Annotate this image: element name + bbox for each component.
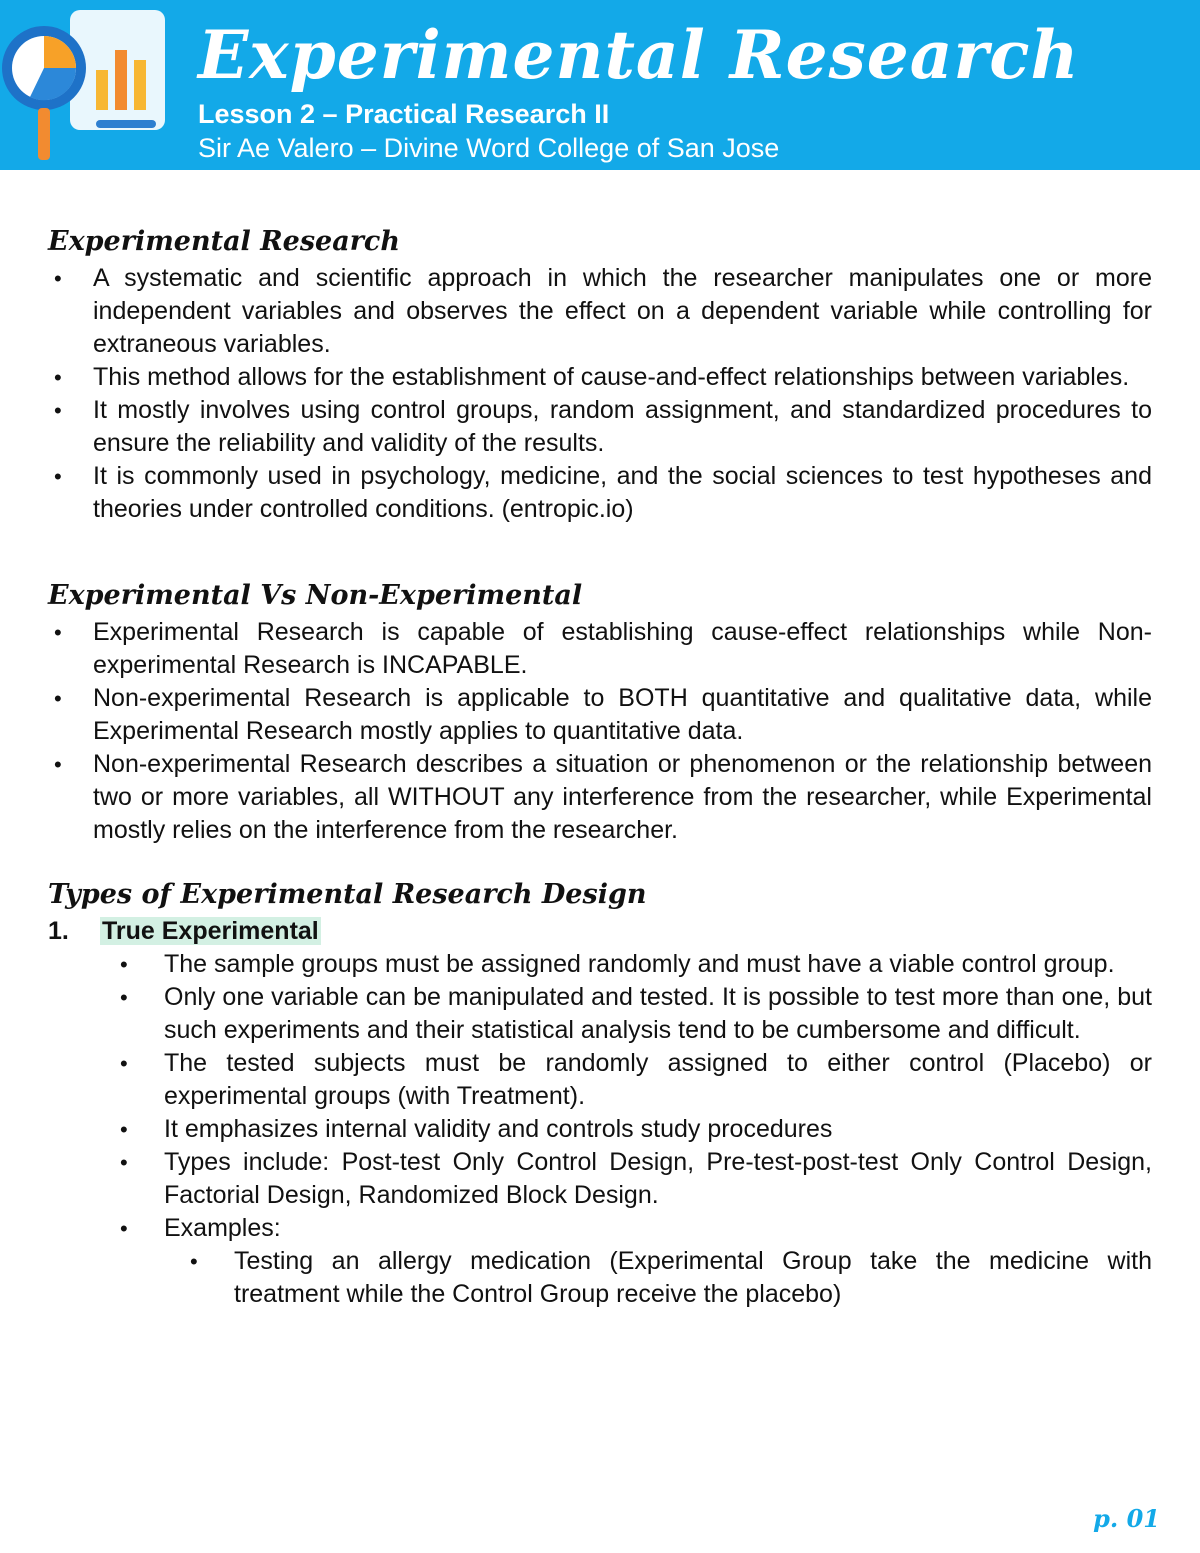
section-heading: Experimental Research — [48, 226, 401, 257]
page-title: Experimental Research — [198, 16, 1080, 94]
list-item: • It is commonly used in psychology, medicine, and the social sciences to test hypotheses and theories under controlled conditions. (entropic.io) — [48, 460, 1152, 526]
list-item: • A systematic and scientific approach in which the researcher manipulates one or more independent variables and observes the effect on a dependent variable while controlling for extraneous variables. — [48, 262, 1152, 361]
numbered-item — [48, 915, 1152, 948]
bullet-list — [48, 616, 1152, 847]
list-item: • The tested subjects must be randomly assigned to either control (Placebo) or experimental groups (with Treatment). — [48, 1047, 1152, 1113]
bullet-list — [48, 262, 1152, 526]
section-heading: Types of Experimental Research Design — [48, 879, 647, 910]
list-item: • Types include: Post-test Only Control Design, Pre-test-post-test Only Control Design, Factorial Design, Randomized Block Design. — [48, 1146, 1152, 1212]
list-item: • This method allows for the establishment of cause-and-effect relationships between variables. — [48, 361, 1152, 394]
sub-bullet-list — [48, 948, 1152, 1245]
highlighted-heading: True Experimental — [102, 917, 319, 945]
magnifier-chart-icon — [0, 0, 175, 170]
lesson-subtitle: Lesson 2 – Practical Research II — [198, 99, 610, 129]
list-item: • Examples: — [48, 1212, 1152, 1245]
list-item: • Testing an allergy medication (Experimental Group take the medicine with treatment while the Control Group receive the placebo) — [48, 1245, 1152, 1311]
item-number: 1. — [48, 917, 69, 945]
list-item: • The sample groups must be assigned randomly and must have a viable control group. — [48, 948, 1152, 981]
list-item: • It emphasizes internal validity and controls study procedures — [48, 1113, 1152, 1146]
section-heading: Experimental Vs Non-Experimental — [48, 580, 583, 611]
header-banner — [0, 0, 1200, 170]
page-number: p. 01 — [1093, 1504, 1160, 1533]
list-item: • It mostly involves using control groups, random assignment, and standardized procedures to ensure the reliability and validity of the results. — [48, 394, 1152, 460]
example-list — [48, 1245, 1152, 1311]
document-body — [48, 222, 1152, 1311]
list-item: • Experimental Research is capable of establishing cause-effect relationships while Non-experimental Research is INCAPABLE. — [48, 616, 1152, 682]
list-item: • Non-experimental Research describes a situation or phenomenon or the relationship between two or more variables, all WITHOUT any interference from the researcher, while Experimental mostly relies on the interference from the researcher. — [48, 748, 1152, 847]
author-line: Sir Ae Valero – Divine Word College of San Jose — [198, 133, 780, 163]
list-item: • Non-experimental Research is applicable to BOTH quantitative and qualitative data, while Experimental Research mostly applies to quantitative data. — [48, 682, 1152, 748]
list-item: • Only one variable can be manipulated and tested. It is possible to test more than one, but such experiments and their statistical analysis tend to be cumbersome and difficult. — [48, 981, 1152, 1047]
